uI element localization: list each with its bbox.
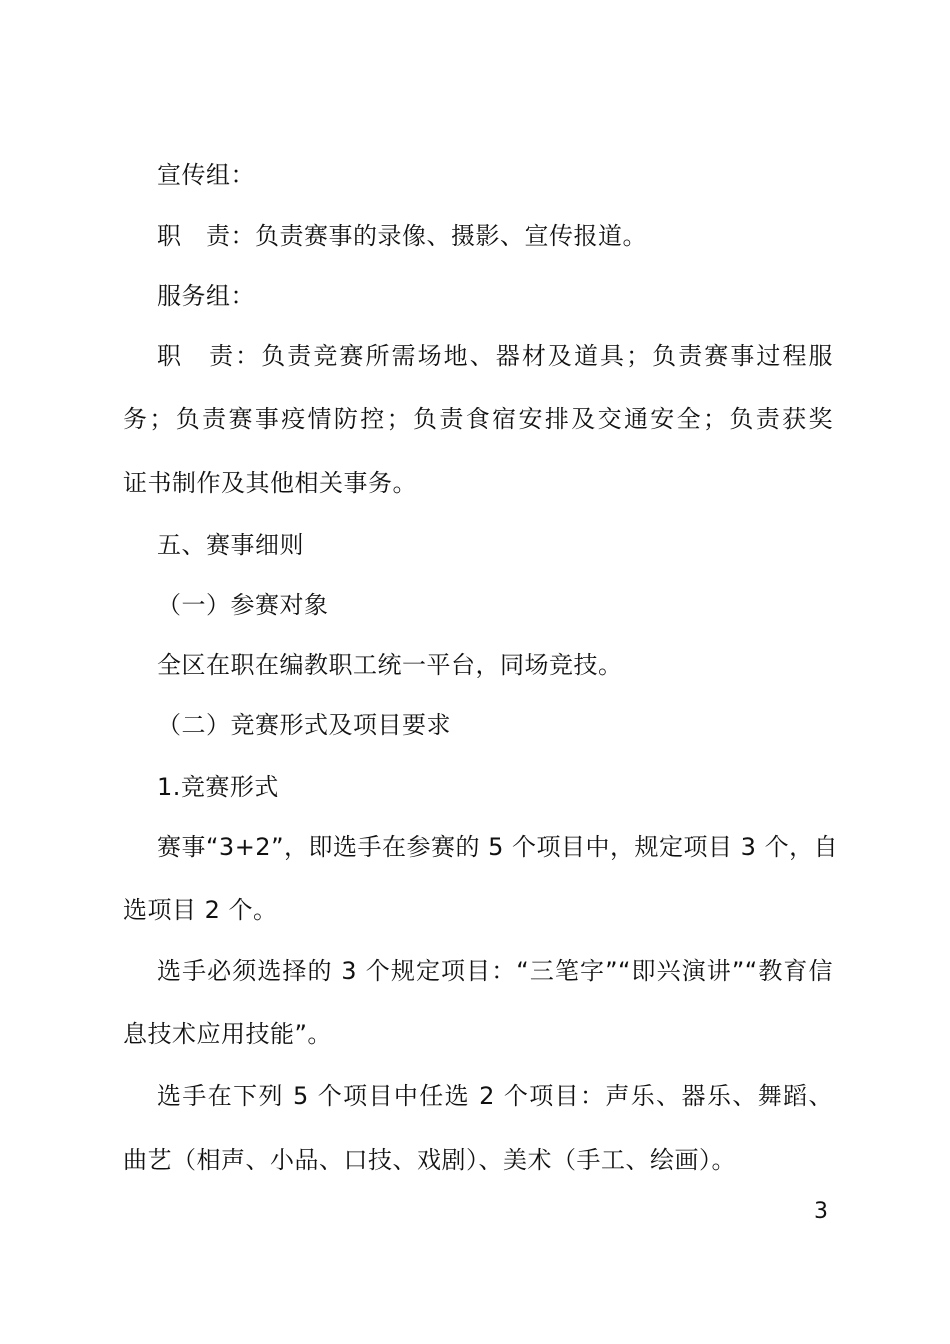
subsection-competition-format: （二）竞赛形式及项目要求 xyxy=(157,711,451,739)
item-competition-format: 1.竞赛形式 xyxy=(157,773,279,801)
required-items-line-1: 选手必须选择的 3 个规定项目：“三笔字”“即兴演讲”“教育信 xyxy=(157,957,833,985)
section-heading-rules: 五、赛事细则 xyxy=(157,531,304,559)
subsection-participants: （一）参赛对象 xyxy=(157,591,329,619)
duty-service-line-1: 职 责：负责竞赛所需场地、器材及道具；负责赛事过程服 xyxy=(157,342,833,370)
page-number: 3 xyxy=(814,1199,828,1224)
participants-text: 全区在职在编教职工统一平台，同场竞技。 xyxy=(157,651,623,679)
duty-publicity: 职 责：负责赛事的录像、摄影、宣传报道。 xyxy=(157,222,647,250)
format-text-line-1: 赛事“3+2”，即选手在参赛的 5 个项目中，规定项目 3 个，自 xyxy=(157,833,839,861)
optional-items-line-1: 选手在下列 5 个项目中任选 2 个项目：声乐、器乐、舞蹈、 xyxy=(157,1082,833,1110)
heading-service-group: 服务组： xyxy=(157,282,255,310)
heading-publicity-group: 宣传组： xyxy=(157,161,255,189)
required-items-line-2: 息技术应用技能”。 xyxy=(123,1020,332,1048)
format-text-line-2: 选项目 2 个。 xyxy=(123,896,278,924)
duty-service-line-2: 务；负责赛事疫情防控；负责食宿安排及交通安全；负责获奖 xyxy=(123,405,833,433)
duty-service-line-3: 证书制作及其他相关事务。 xyxy=(123,469,417,497)
optional-items-line-2: 曲艺（相声、小品、口技、戏剧）、美术（手工、绘画）。 xyxy=(123,1146,736,1174)
